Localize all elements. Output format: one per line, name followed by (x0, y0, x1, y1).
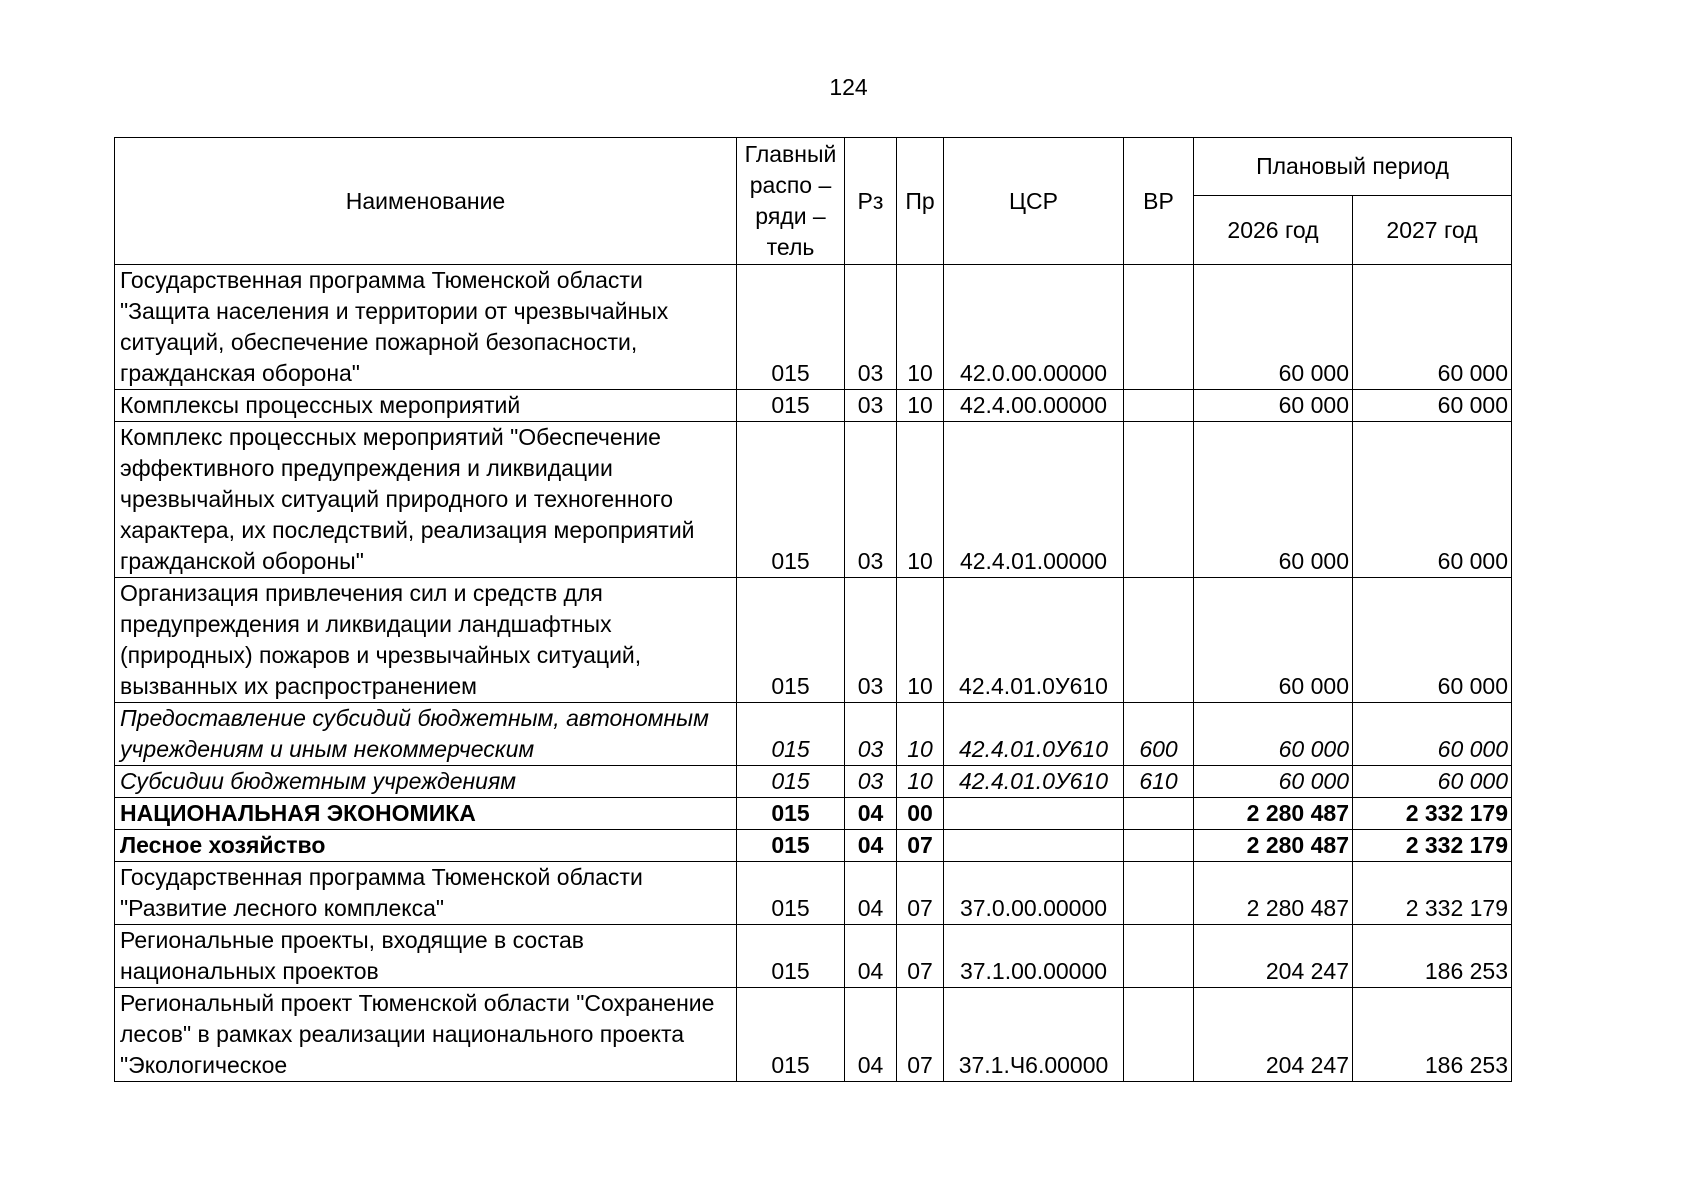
row-name: Региональные проекты, входящие в состав национальных проектов (115, 925, 737, 988)
row-gr: 015 (737, 265, 845, 390)
row-csr: 42.4.01.00000 (944, 422, 1124, 578)
row-name: Комплекс процессных мероприятий "Обеспечение эффективного предупреждения и ликвидации чрезвычайных ситуаций природного и техногенного характера, их последствий, реализация мероприятий гражданской обороны" (115, 422, 737, 578)
row-gr: 015 (737, 422, 845, 578)
row-gr: 015 (737, 798, 845, 830)
row-csr: 42.4.00.00000 (944, 390, 1124, 422)
row-csr: 42.4.01.0У610 (944, 703, 1124, 766)
row-amount-2026: 204 247 (1194, 925, 1353, 988)
row-amount-2026: 2 280 487 (1194, 830, 1353, 862)
row-amount-2027: 2 332 179 (1353, 830, 1512, 862)
row-amount-2027: 60 000 (1353, 703, 1512, 766)
table-row (115, 703, 1512, 766)
row-name: Региональный проект Тюменской области "Сохранение лесов" в рамках реализации национального проекта "Экологическое (115, 988, 737, 1082)
row-amount-2027: 186 253 (1353, 925, 1512, 988)
row-amount-2027: 60 000 (1353, 578, 1512, 703)
table-row (115, 798, 1512, 830)
table-row (115, 390, 1512, 422)
header-vr: ВР (1124, 138, 1194, 265)
row-rz: 04 (845, 925, 897, 988)
row-gr: 015 (737, 390, 845, 422)
row-rz: 04 (845, 862, 897, 925)
row-name: Субсидии бюджетным учреждениям (115, 766, 737, 798)
row-name: Предоставление субсидий бюджетным, автономным учреждениям и иным некоммерческим (115, 703, 737, 766)
row-amount-2026: 60 000 (1194, 390, 1353, 422)
row-gr: 015 (737, 925, 845, 988)
row-rz: 03 (845, 390, 897, 422)
row-vr (1124, 422, 1194, 578)
header-name: Наименование (115, 138, 737, 265)
row-pr: 10 (897, 766, 944, 798)
table-row (115, 862, 1512, 925)
row-vr (1124, 578, 1194, 703)
table-row (115, 830, 1512, 862)
row-name: НАЦИОНАЛЬНАЯ ЭКОНОМИКА (115, 798, 737, 830)
row-csr: 42.0.00.00000 (944, 265, 1124, 390)
row-gr: 015 (737, 703, 845, 766)
row-rz: 04 (845, 798, 897, 830)
row-name: Лесное хозяйство (115, 830, 737, 862)
row-name: Государственная программа Тюменской области "Развитие лесного комплекса" (115, 862, 737, 925)
row-amount-2026: 2 280 487 (1194, 862, 1353, 925)
row-amount-2027: 60 000 (1353, 422, 1512, 578)
page-number: 124 (829, 74, 868, 100)
row-name: Организация привлечения сил и средств для предупреждения и ликвидации ландшафтных (природных) пожаров и чрезвычайных ситуаций, вызванных их распространением (115, 578, 737, 703)
header-csr: ЦСР (944, 138, 1124, 265)
row-vr (1124, 988, 1194, 1082)
row-vr (1124, 830, 1194, 862)
row-gr: 015 (737, 988, 845, 1082)
table-header-row (115, 138, 1512, 196)
row-rz: 03 (845, 766, 897, 798)
row-gr: 015 (737, 766, 845, 798)
row-amount-2027: 60 000 (1353, 766, 1512, 798)
table-row (115, 925, 1512, 988)
row-amount-2027: 186 253 (1353, 988, 1512, 1082)
row-amount-2026: 204 247 (1194, 988, 1353, 1082)
row-pr: 10 (897, 578, 944, 703)
row-amount-2027: 60 000 (1353, 265, 1512, 390)
row-pr: 10 (897, 422, 944, 578)
row-vr (1124, 798, 1194, 830)
table-row (115, 988, 1512, 1082)
header-rz: Рз (845, 138, 897, 265)
row-amount-2027: 2 332 179 (1353, 862, 1512, 925)
table-row (115, 766, 1512, 798)
row-csr (944, 830, 1124, 862)
row-rz: 03 (845, 703, 897, 766)
row-rz: 04 (845, 830, 897, 862)
row-amount-2026: 60 000 (1194, 766, 1353, 798)
row-amount-2026: 60 000 (1194, 703, 1353, 766)
row-rz: 03 (845, 265, 897, 390)
table-body (115, 265, 1512, 1082)
row-amount-2026: 60 000 (1194, 265, 1353, 390)
header-pr: Пр (897, 138, 944, 265)
row-csr: 42.4.01.0У610 (944, 578, 1124, 703)
row-csr: 37.1.Ч6.00000 (944, 988, 1124, 1082)
row-pr: 10 (897, 703, 944, 766)
row-vr (1124, 265, 1194, 390)
row-vr: 600 (1124, 703, 1194, 766)
row-vr (1124, 862, 1194, 925)
row-rz: 04 (845, 988, 897, 1082)
row-rz: 03 (845, 578, 897, 703)
header-gr: Главный распо – ряди – тель (737, 138, 845, 265)
row-pr: 10 (897, 390, 944, 422)
row-gr: 015 (737, 830, 845, 862)
row-name: Государственная программа Тюменской области "Защита населения и территории от чрезвычайных ситуаций, обеспечение пожарной безопасности, гражданская оборона" (115, 265, 737, 390)
table-row (115, 578, 1512, 703)
row-csr: 37.1.00.00000 (944, 925, 1124, 988)
row-pr: 10 (897, 265, 944, 390)
row-name: Комплексы процессных мероприятий (115, 390, 737, 422)
row-amount-2026: 2 280 487 (1194, 798, 1353, 830)
row-vr (1124, 925, 1194, 988)
header-period: Плановый период (1194, 138, 1512, 196)
row-pr: 07 (897, 862, 944, 925)
row-gr: 015 (737, 862, 845, 925)
row-amount-2026: 60 000 (1194, 578, 1353, 703)
row-amount-2027: 2 332 179 (1353, 798, 1512, 830)
table-row (115, 265, 1512, 390)
row-csr: 42.4.01.0У610 (944, 766, 1124, 798)
row-pr: 07 (897, 988, 944, 1082)
row-vr: 610 (1124, 766, 1194, 798)
row-csr (944, 798, 1124, 830)
row-gr: 015 (737, 578, 845, 703)
table-row (115, 422, 1512, 578)
row-pr: 00 (897, 798, 944, 830)
header-year-2026: 2026 год (1194, 196, 1353, 265)
row-amount-2026: 60 000 (1194, 422, 1353, 578)
row-pr: 07 (897, 925, 944, 988)
row-vr (1124, 390, 1194, 422)
row-pr: 07 (897, 830, 944, 862)
budget-table (114, 137, 1512, 1082)
row-rz: 03 (845, 422, 897, 578)
row-csr: 37.0.00.00000 (944, 862, 1124, 925)
header-year-2027: 2027 год (1353, 196, 1512, 265)
row-amount-2027: 60 000 (1353, 390, 1512, 422)
